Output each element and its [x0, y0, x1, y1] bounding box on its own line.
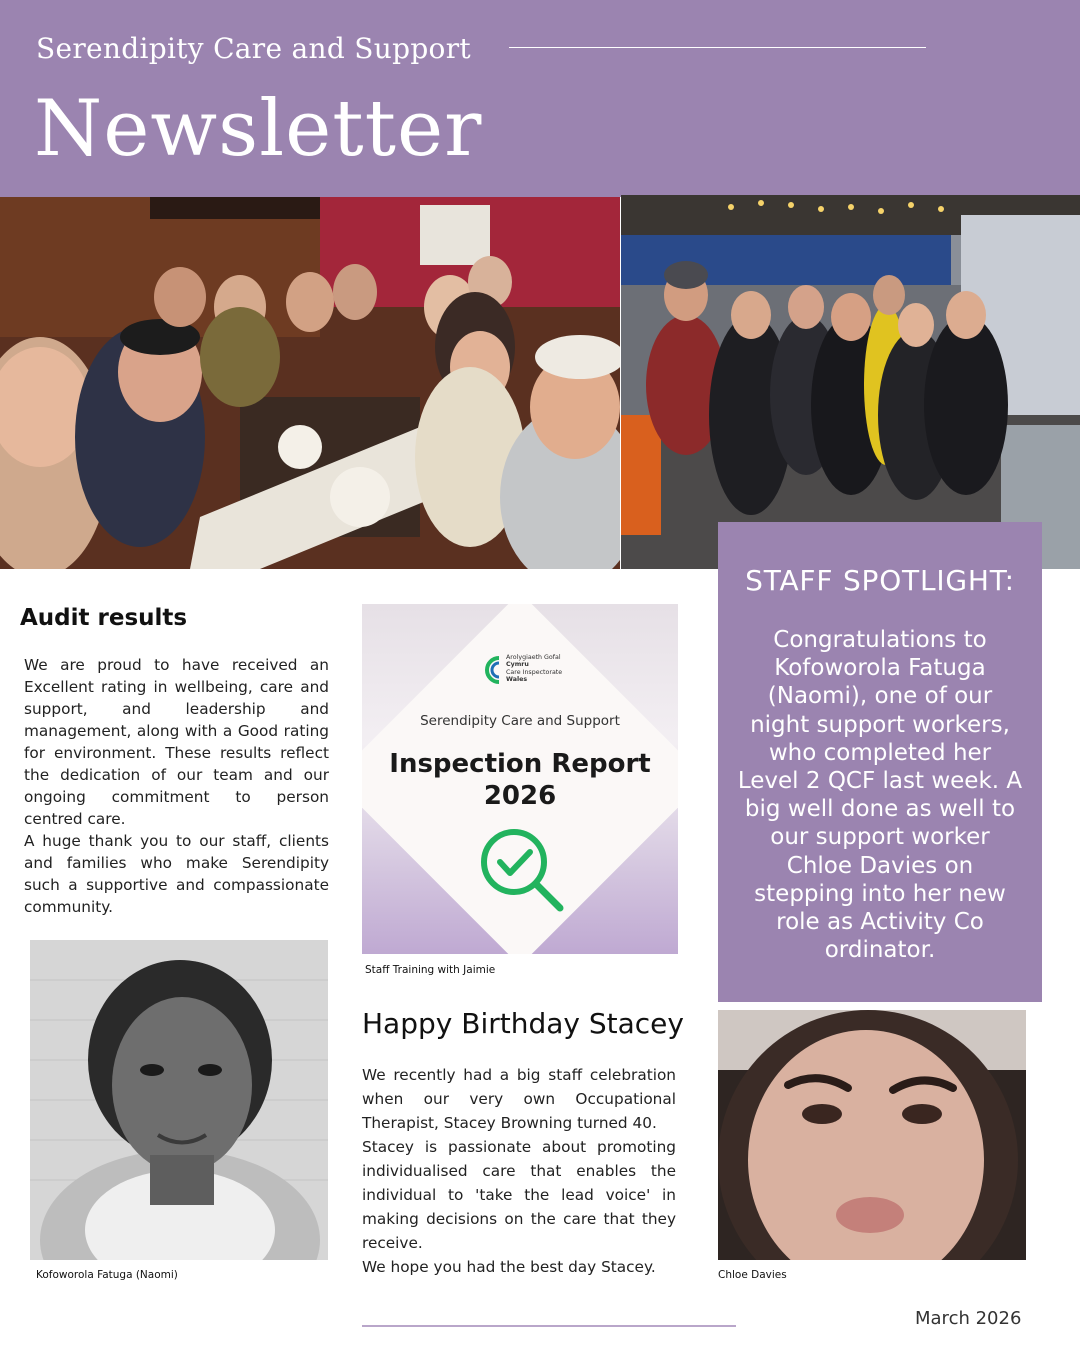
birthday-paragraph: Stacey is passionate about promoting individualised care that enables the individual to 'take the lead voice' in making decisions on the care that they receive. [362, 1138, 676, 1252]
chloe-portrait-photo [718, 1010, 1026, 1260]
birthday-paragraph: We hope you had the best day Stacey. [362, 1258, 656, 1276]
audit-text [24, 654, 329, 918]
spotlight-body: Congratulations to Kofoworola Fatuga (Naomi), one of our night support workers, who completed her Level 2 QCF last week. A big well done as well to our support worker Chloe Davies on stepping into her new role as Activity Co ordinator. [737, 627, 1023, 964]
birthday-text [362, 1063, 676, 1279]
newsletter-title: Newsletter [34, 84, 483, 174]
birthday-paragraph: We recently had a big staff celebration when our very own Occupational Therapist, Stacey Browning turned 40. [362, 1066, 676, 1132]
inspection-organization: Serendipity Care and Support [420, 713, 620, 729]
chloe-caption: Chloe Davies [718, 1269, 787, 1281]
footer-divider [362, 1325, 736, 1327]
care-inspectorate-logo-text: Arolygiaeth Gofal Cymru Care Inspectorate Wales [506, 654, 563, 684]
birthday-heading: Happy Birthday Stacey [362, 1007, 684, 1040]
audit-paragraph: A huge thank you to our staff, clients and families who make Serendipity such a supportive and compassionate community. [24, 832, 329, 916]
audit-paragraph: We are proud to have received an Excellent rating in wellbeing, care and support, and leadership and management, along with a Good rating for environment. These results reflect the dedication of our team and our ongoing commitment to person centred care. [24, 656, 329, 828]
audit-heading: Audit results [20, 605, 188, 631]
naomi-portrait-photo [30, 940, 328, 1260]
group-outdoor-photo [621, 195, 1080, 569]
issue-date: March 2026 [915, 1308, 1022, 1329]
inspection-title: Inspection Report 2026 [389, 749, 651, 811]
inspection-caption: Staff Training with Jaimie [365, 964, 496, 976]
staff-spotlight-panel [718, 522, 1042, 1002]
organization-name: Serendipity Care and Support [36, 32, 471, 65]
magnifier-check-icon [478, 826, 568, 916]
header-divider [509, 47, 926, 48]
group-dinner-photo [0, 197, 620, 569]
inspection-report-card [362, 604, 678, 954]
spotlight-title: STAFF SPOTLIGHT: [745, 564, 1015, 597]
naomi-caption: Kofoworola Fatuga (Naomi) [36, 1269, 178, 1281]
